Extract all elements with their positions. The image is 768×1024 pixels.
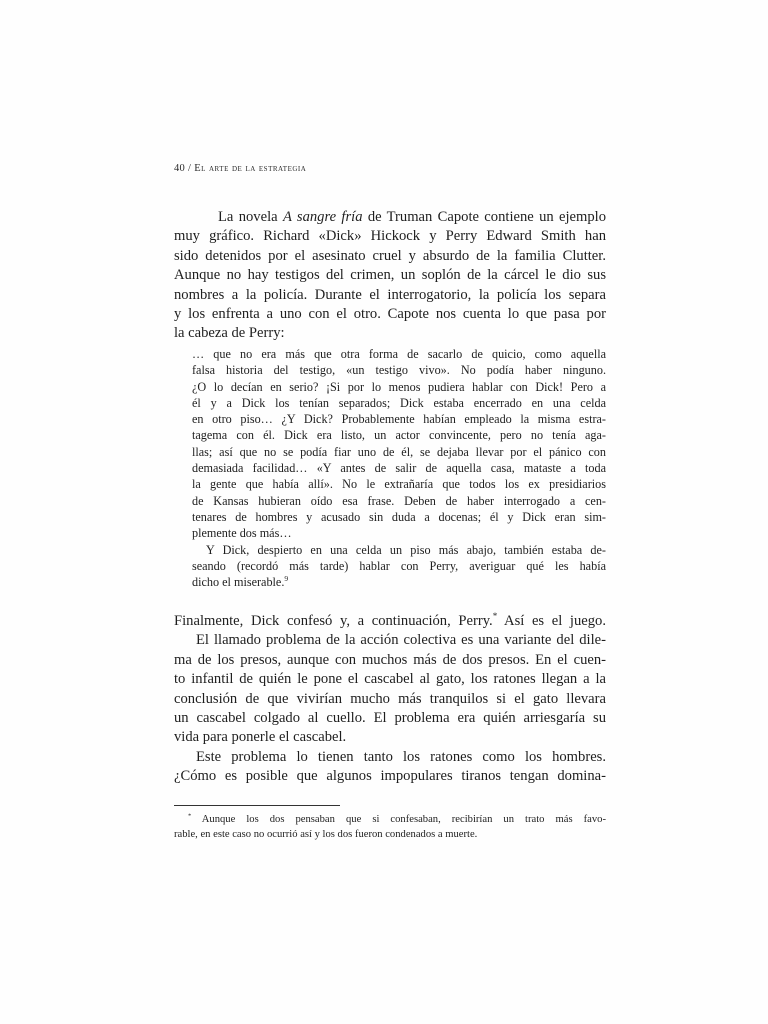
running-title: El arte de la estrategia [194,163,307,174]
text-line: to infantil de quién le pone el cascabel al gato, los ratones llegan a la [174,671,606,688]
footnote-line [174,813,606,828]
text-segment: Finalmente, Dick confesó y, a continuación, Perry. [174,613,493,629]
quote-line: falsa historia del testigo, «un testigo vivo». No podía haber ninguno. [192,363,606,378]
paragraph-1 [174,208,606,344]
quote-line-text: dicho el miserable. [192,575,285,590]
footnote-divider [174,805,340,806]
running-header [174,163,306,174]
text-line: Aunque no hay testigos del crimen, un soplón de la cárcel le dio sus [174,267,606,284]
quote-line: él y a Dick los tenían separados; Dick estaba encerrado en una celda [192,395,606,410]
footnote-marker: * [492,611,498,622]
text-line: Este problema lo tienen tanto los ratones como los hombres. [196,748,606,765]
quote-line: tagema con él. Dick era listo, un actor convincente, pero no tenía aga- [192,428,606,443]
quote-line: plemente dos más… [192,526,292,541]
quote-line: seando (recordó más tarde) hablar con Perry, averiguar qué les había [192,558,606,573]
footnote-line-text: Aunque los dos pensaban que si confesaban, recibirían un trato más favo- [201,814,606,825]
quote-line: ¿O lo decían en serio? ¡Si por lo menos pudiera hablar con Dick! Pero a [192,379,606,394]
quote-line: demasiada facilidad… «Y antes de salir de aquella casa, mataste a toda [192,461,606,476]
text-line: muy gráfico. Richard «Dick» Hickock y Perry Edward Smith han [174,228,606,245]
text-segment: Así es el juego. [497,613,606,629]
text-line: un cascabel colgado al cuello. El problema era quién arriesgaría su [174,710,606,727]
paragraph-1-text [174,208,606,344]
quote-line: tenares de hombres y acusado sin duda a docenas; él y Dick eran sim- [192,509,606,524]
text-line [174,612,606,631]
quote-text [192,346,606,590]
book-title: A sangre fría [282,209,363,225]
quote-line: … que no era más que otra forma de sacarlo de quicio, como aquella [192,347,606,361]
footnote-line: rable, en este caso no ocurrió así y los dos fueron condenados a muerte. [174,828,478,840]
paragraph-2-text [174,612,606,787]
text-line: nombres a la policía. Durante el interrogatorio, la policía los separa [174,286,606,303]
text-line: La novela A sangre fría de Truman Capote contiene un ejemplo [218,209,606,225]
paragraph-2 [174,612,606,787]
text-line: ma de los presos, aunque con muchos más de dos presos. En el cuen- [174,651,606,668]
quote-line: la gente que había allí». No le extrañaría que todos los ex presidiarios [192,477,606,492]
footnote [174,813,606,843]
footnote-text [174,813,606,843]
footnote-reference: 9 [284,574,289,584]
text-line: conclusión de que vivirían mucho más tranquilos si el gato llevara [174,690,606,707]
footnote-marker: * [188,812,192,820]
text-line: la cabeza de Perry: [174,325,285,342]
quote-line: Y Dick, despierto en una celda un piso más abajo, también estaba de- [206,542,606,557]
text-line: y los enfrenta a uno con el otro. Capote nos cuenta lo que pasa por [174,306,606,323]
block-quote [192,346,606,590]
quote-line: en otro piso… ¿Y Dick? Probablemente habían empleado la misma estra- [192,412,606,427]
page-number: 40 / [174,163,192,174]
text-line: sido detenidos por el asesinato cruel y absurdo de la familia Clutter. [174,247,606,264]
quote-line: llas; así que no se podía fiar uno de él, se dejaba llevar por el pánico con [192,444,606,459]
text-line: El llamado problema de la acción colectiva es una variante del dile- [196,632,606,649]
text-line: ¿Cómo es posible que algunos impopulares tiranos tengan domina- [174,768,606,785]
quote-line: de Kansas hubieran oído esa frase. Deben de haber interrogado a cen- [192,493,606,508]
quote-line-last [192,574,606,590]
text-line: vida para ponerle el cascabel. [174,729,347,746]
